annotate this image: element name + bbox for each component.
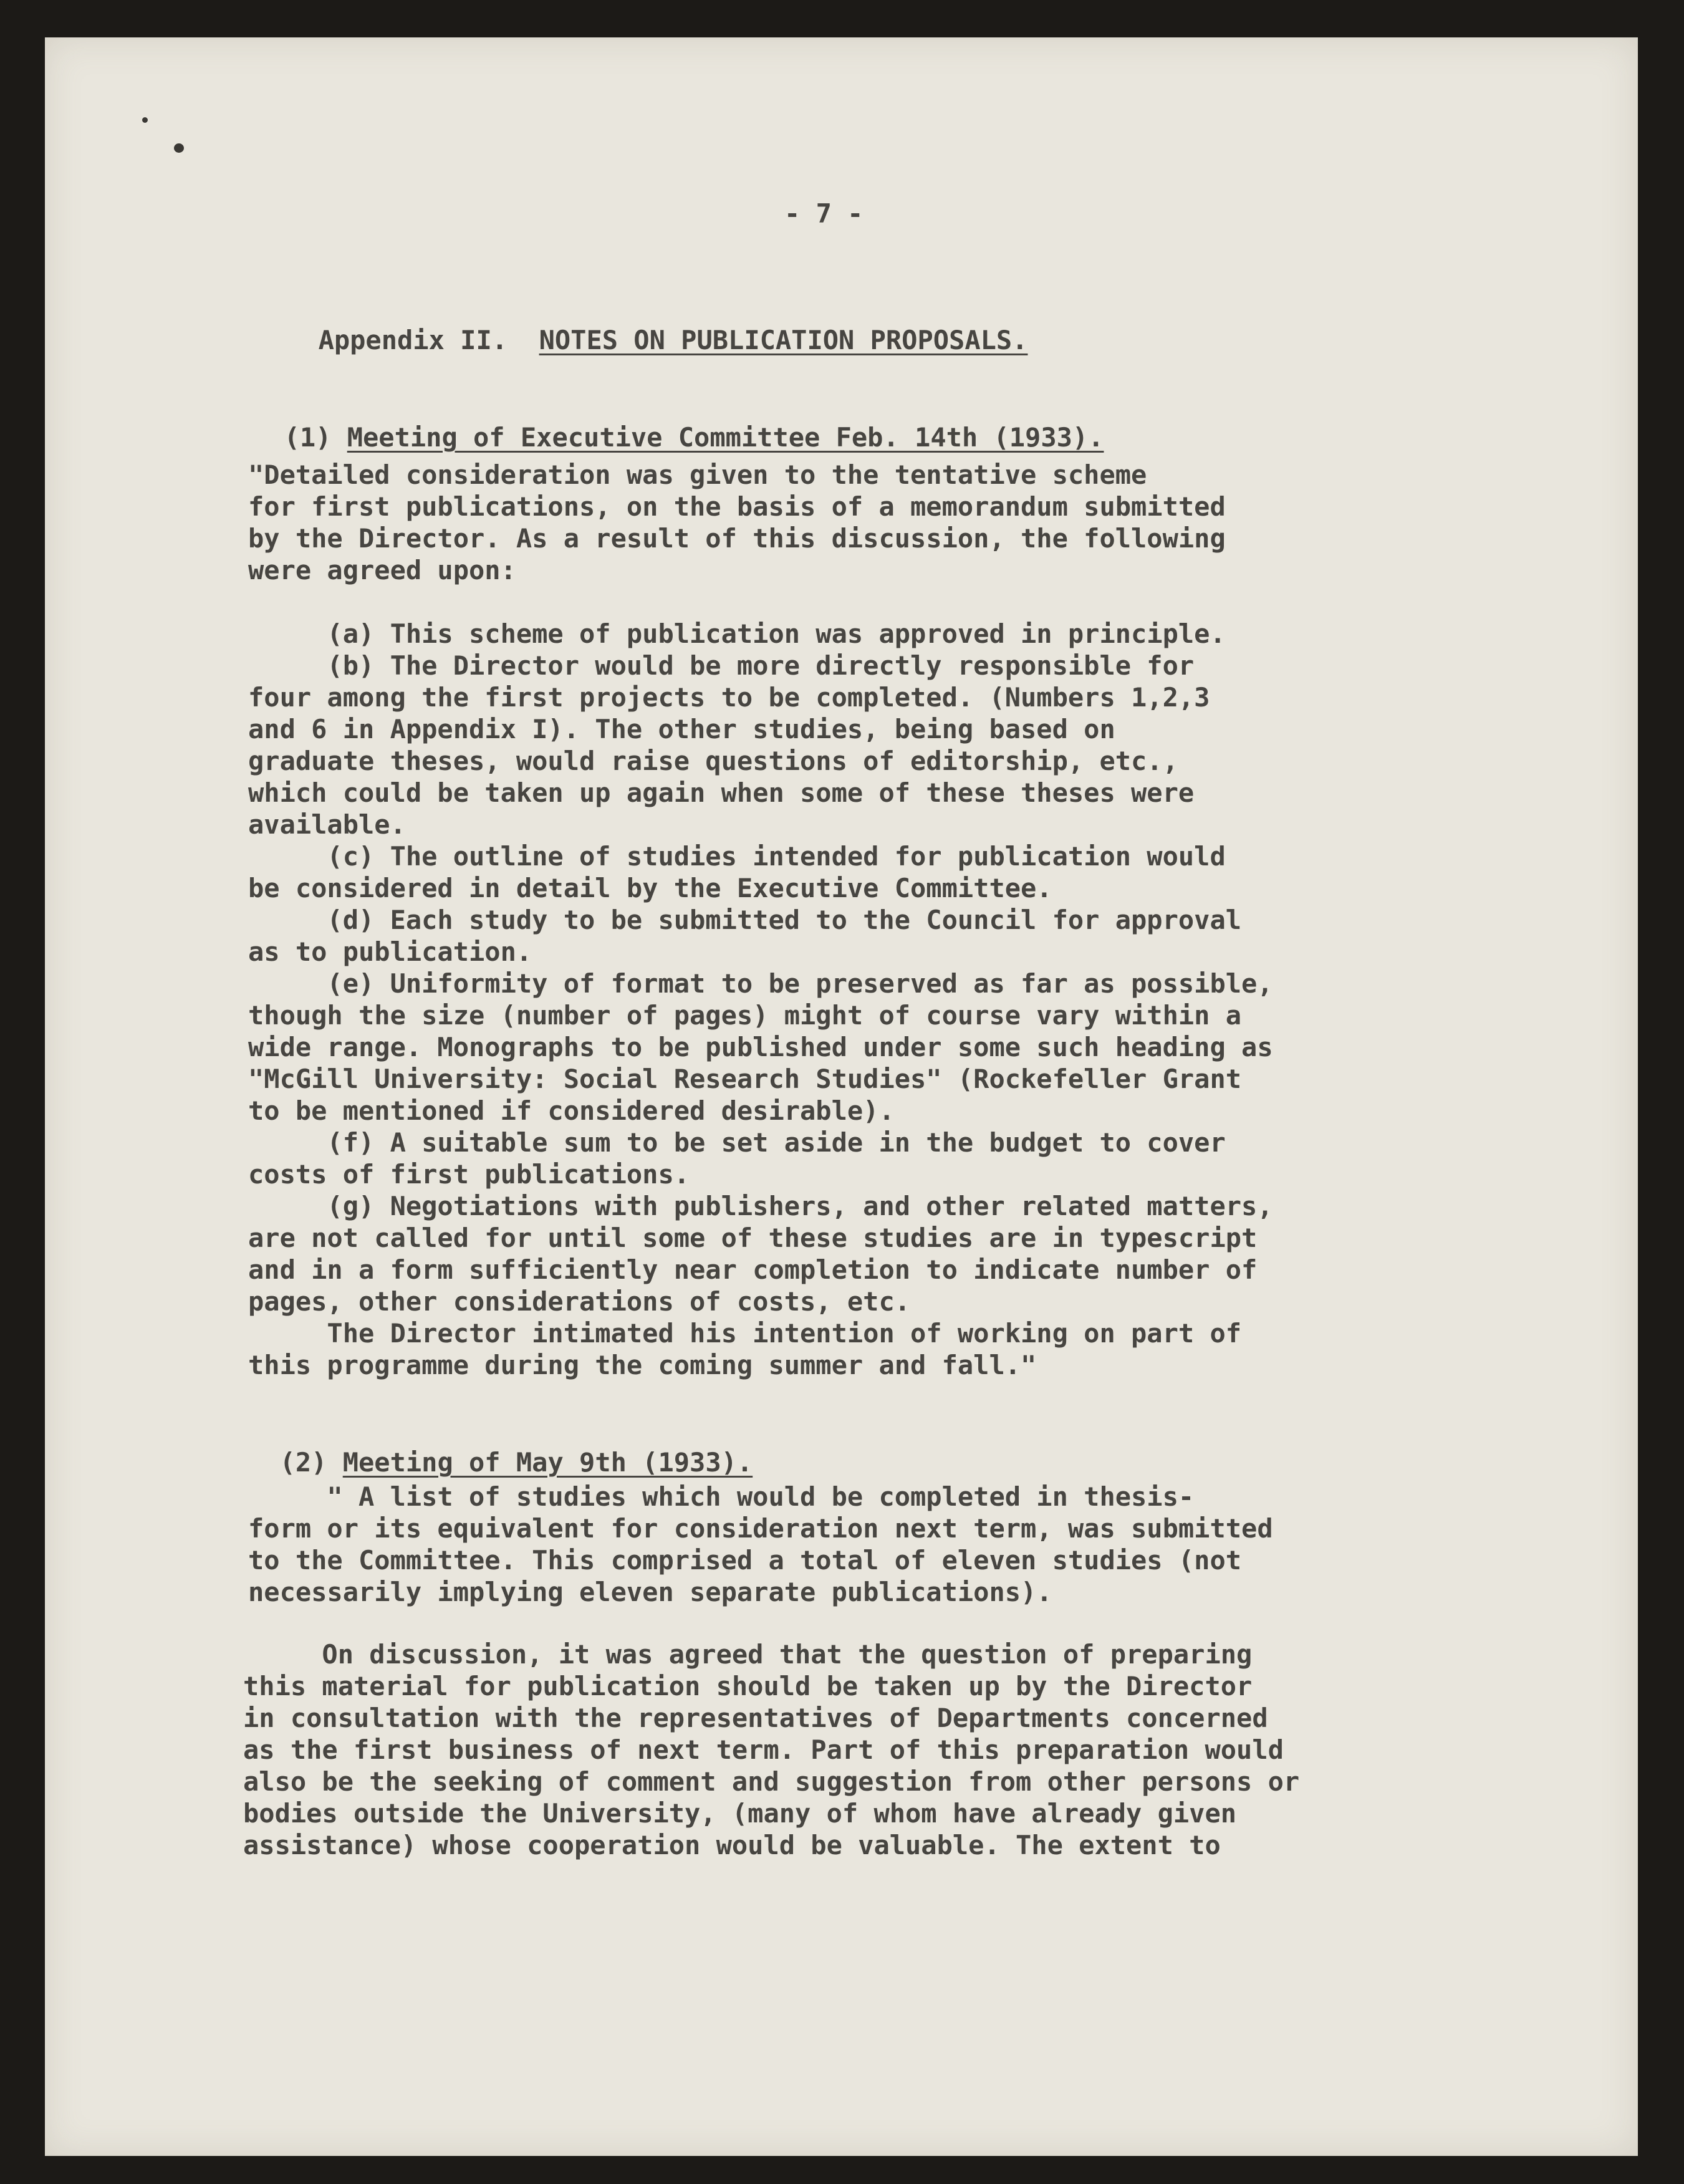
section-1-body bbox=[248, 459, 1273, 1381]
text-line: necessarily implying eleven separate publications). bbox=[248, 1577, 1052, 1607]
section-1-title: Meeting of Executive Committee Feb. 14th (1933). bbox=[347, 422, 1104, 453]
text-line: and in a form sufficiently near completion to indicate number of bbox=[248, 1254, 1258, 1285]
text-line: (c) The outline of studies intended for publication would bbox=[248, 841, 1226, 872]
text-line: assistance) whose cooperation would be valuable. The extent to bbox=[243, 1830, 1221, 1860]
text-line: The Director intimated his intention of working on part of bbox=[248, 1318, 1242, 1349]
section-2-heading bbox=[248, 1417, 753, 1478]
text-line: bodies outside the University, (many of whom have already given bbox=[243, 1798, 1237, 1829]
section-2-title: Meeting of May 9th (1933). bbox=[342, 1447, 753, 1478]
section-2-number: (2) bbox=[279, 1447, 327, 1478]
text-line: by the Director. As a result of this discussion, the following bbox=[248, 523, 1226, 554]
text-line bbox=[248, 586, 1273, 618]
text-line: (g) Negotiations with publishers, and other related matters, bbox=[248, 1191, 1273, 1221]
ink-mark bbox=[174, 143, 184, 153]
text-line: costs of first publications. bbox=[248, 1159, 690, 1190]
ink-mark bbox=[142, 117, 148, 123]
appendix-title: NOTES ON PUBLICATION PROPOSALS. bbox=[539, 325, 1028, 355]
section-1-number: (1) bbox=[284, 422, 332, 453]
section-2-paragraph-1 bbox=[248, 1481, 1273, 1608]
text-line: are not called for until some of these studies are in typescript bbox=[248, 1223, 1258, 1253]
text-line: On discussion, it was agreed that the question of preparing bbox=[243, 1639, 1253, 1670]
section-1-heading bbox=[253, 392, 1104, 453]
text-line: wide range. Monographs to be published under some such heading as bbox=[248, 1032, 1273, 1062]
text-line: which could be taken up again when some of these theses were bbox=[248, 777, 1195, 808]
text-line: "Detailed consideration was given to the tentative scheme bbox=[248, 459, 1147, 490]
text-line: this material for publication should be taken up by the Director bbox=[243, 1671, 1253, 1701]
appendix-label: Appendix II. bbox=[318, 325, 508, 355]
text-line: (b) The Director would be more directly responsible for bbox=[248, 650, 1195, 681]
text-line: form or its equivalent for consideration next term, was submitted bbox=[248, 1513, 1273, 1544]
text-line: as the first business of next term. Part of this preparation would bbox=[243, 1734, 1284, 1765]
page-number: - 7 - bbox=[784, 198, 864, 229]
text-line: to be mentioned if considered desirable). bbox=[248, 1095, 895, 1126]
text-line: graduate theses, would raise questions of editorship, etc., bbox=[248, 746, 1178, 776]
text-line: (d) Each study to be submitted to the Council for approval bbox=[248, 905, 1242, 935]
text-line: though the size (number of pages) might of course vary within a bbox=[248, 1000, 1242, 1031]
text-line: " A list of studies which would be completed in thesis- bbox=[248, 1481, 1195, 1512]
text-line: four among the first projects to be completed. (Numbers 1,2,3 bbox=[248, 682, 1210, 713]
text-line: for first publications, on the basis of a memorandum submitted bbox=[248, 491, 1226, 522]
text-line: also be the seeking of comment and suggestion from other persons or bbox=[243, 1766, 1300, 1797]
text-line: (a) This scheme of publication was approved in principle. bbox=[248, 618, 1226, 649]
appendix-heading bbox=[287, 294, 1027, 355]
section-2-paragraph-2 bbox=[243, 1638, 1299, 1861]
text-line: as to publication. bbox=[248, 936, 532, 967]
text-line: and 6 in Appendix I). The other studies, being based on bbox=[248, 714, 1115, 744]
text-line: be considered in detail by the Executive Committee. bbox=[248, 873, 1052, 903]
text-line: were agreed upon: bbox=[248, 555, 516, 585]
text-line: to the Committee. This comprised a total of eleven studies (not bbox=[248, 1545, 1242, 1575]
text-line: this programme during the coming summer and fall." bbox=[248, 1350, 1037, 1380]
text-line: pages, other considerations of costs, etc. bbox=[248, 1286, 911, 1317]
text-line: available. bbox=[248, 809, 406, 840]
text-line: "McGill University: Social Research Studies" (Rockefeller Grant bbox=[248, 1064, 1242, 1094]
text-line: in consultation with the representatives of Departments concerned bbox=[243, 1703, 1268, 1733]
text-line: (f) A suitable sum to be set aside in the budget to cover bbox=[248, 1127, 1226, 1158]
text-line: (e) Uniformity of format to be preserved as far as possible, bbox=[248, 968, 1273, 999]
